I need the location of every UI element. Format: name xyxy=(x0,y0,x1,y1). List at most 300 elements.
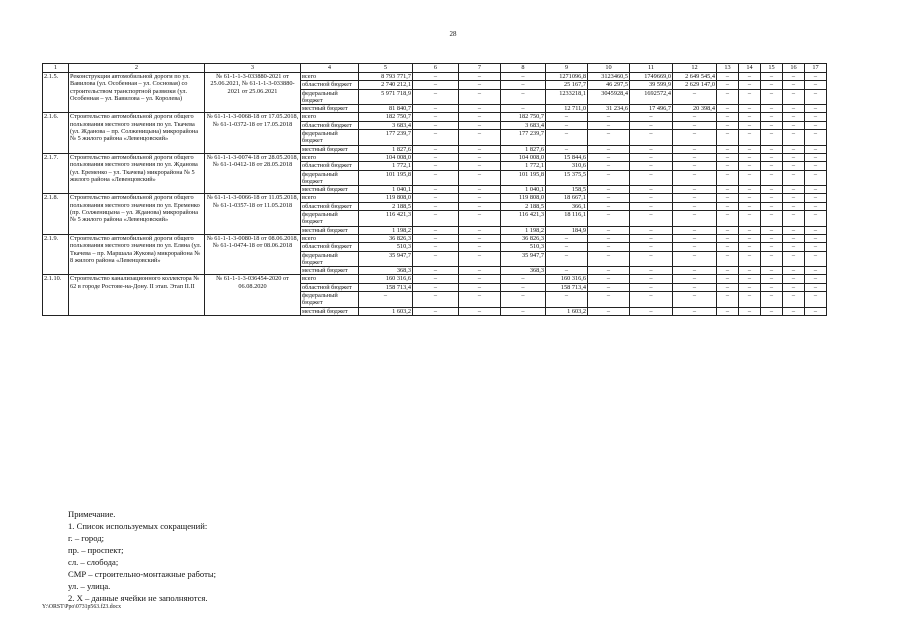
table-row xyxy=(43,234,827,242)
amount-cell: 368,3 xyxy=(359,267,413,275)
item-number: 2.1.6. xyxy=(43,113,69,153)
amount-cell: 1 603,2 xyxy=(546,307,588,315)
amount-cell: – xyxy=(717,283,739,291)
amount-cell: 1692572,4 xyxy=(630,89,673,105)
amount-cell: – xyxy=(501,275,546,283)
amount-cell: – xyxy=(761,243,783,251)
column-header: 4 xyxy=(301,64,359,73)
amount-cell: – xyxy=(459,73,501,81)
amount-cell: 15 375,5 xyxy=(546,170,588,186)
amount-cell: – xyxy=(459,202,501,210)
amount-cell: – xyxy=(805,292,827,308)
column-header: 5 xyxy=(359,64,413,73)
project-name: Строительство автомобильной дороги общего пользования местного значения по ул. Еременко (пр. Солженицына – ул. Жданова) микрорайона № 5 жилого района «Левенцовский» xyxy=(69,194,205,234)
amount-cell: – xyxy=(717,186,739,194)
column-header: 3 xyxy=(205,64,301,73)
amount-cell: 182 750,7 xyxy=(359,113,413,121)
amount-cell: – xyxy=(413,105,459,113)
amount-cell: – xyxy=(630,226,673,234)
amount-cell: – xyxy=(761,186,783,194)
amount-cell: – xyxy=(761,89,783,105)
column-header: 14 xyxy=(739,64,761,73)
amount-cell: – xyxy=(673,234,717,242)
amount-cell: 182 750,7 xyxy=(501,113,546,121)
column-header: 9 xyxy=(546,64,588,73)
amount-cell: – xyxy=(588,145,630,153)
project-name: Строительство автомобильной дороги общего пользования местного значения по ул. Ткачева (ул. Жданова – пр. Солженицына) микрорайона № 5 жилого района «Левенцовский» xyxy=(69,113,205,153)
funding-source: всего xyxy=(301,73,359,81)
amount-cell: – xyxy=(546,234,588,242)
amount-cell: 15 844,6 xyxy=(546,153,588,161)
amount-cell: – xyxy=(413,307,459,315)
amount-cell: – xyxy=(783,243,805,251)
amount-cell: – xyxy=(413,89,459,105)
amount-cell: – xyxy=(673,202,717,210)
amount-cell: – xyxy=(805,89,827,105)
amount-cell: – xyxy=(739,211,761,227)
column-header: 8 xyxy=(501,64,546,73)
page-number: 28 xyxy=(449,30,457,38)
budget-table xyxy=(42,63,827,316)
amount-cell: – xyxy=(459,251,501,267)
funding-source: всего xyxy=(301,153,359,161)
amount-cell: – xyxy=(459,105,501,113)
amount-cell: – xyxy=(739,307,761,315)
amount-cell: – xyxy=(717,275,739,283)
amount-cell: – xyxy=(783,202,805,210)
amount-cell: – xyxy=(783,186,805,194)
amount-cell: – xyxy=(413,145,459,153)
amount-cell: – xyxy=(588,267,630,275)
amount-cell: – xyxy=(761,194,783,202)
amount-cell: – xyxy=(546,113,588,121)
amount-cell: – xyxy=(546,251,588,267)
amount-cell: – xyxy=(501,292,546,308)
amount-cell: – xyxy=(739,73,761,81)
amount-cell: – xyxy=(673,292,717,308)
amount-cell: – xyxy=(783,130,805,146)
amount-cell: – xyxy=(630,145,673,153)
amount-cell: – xyxy=(717,113,739,121)
amount-cell: – xyxy=(673,307,717,315)
amount-cell: – xyxy=(630,130,673,146)
amount-cell: – xyxy=(739,267,761,275)
amount-cell: 35 947,7 xyxy=(359,251,413,267)
amount-cell: – xyxy=(413,130,459,146)
amount-cell: 5 971 718,9 xyxy=(359,89,413,105)
table-row xyxy=(43,275,827,283)
amount-cell: 1271096,8 xyxy=(546,73,588,81)
amount-cell: 1 198,2 xyxy=(501,226,546,234)
amount-cell: 1 772,1 xyxy=(501,162,546,170)
amount-cell: – xyxy=(805,121,827,129)
amount-cell: – xyxy=(673,113,717,121)
note-line: 1. Список используемых сокращений: xyxy=(68,521,208,531)
project-name: Строительство автомобильной дороги общего пользования местного значения по ул. Еляна (ул. Ткачева – пр. Маршала Жукова) микрорайона № 8 жилого района «Левенцовский» xyxy=(69,234,205,274)
amount-cell: – xyxy=(805,243,827,251)
amount-cell: – xyxy=(459,186,501,194)
table-row xyxy=(43,153,827,161)
amount-cell: – xyxy=(459,121,501,129)
amount-cell: – xyxy=(717,226,739,234)
amount-cell: – xyxy=(673,153,717,161)
amount-cell: – xyxy=(805,162,827,170)
funding-source: областной бюджет xyxy=(301,283,359,291)
amount-cell: – xyxy=(761,202,783,210)
amount-cell: 18 116,1 xyxy=(546,211,588,227)
amount-cell: 116 421,3 xyxy=(359,211,413,227)
amount-cell: – xyxy=(588,202,630,210)
notes-section xyxy=(68,508,216,604)
amount-cell: 39 599,9 xyxy=(630,81,673,89)
amount-cell: 101 195,8 xyxy=(359,170,413,186)
funding-source: федеральный бюджет xyxy=(301,211,359,227)
amount-cell: – xyxy=(588,153,630,161)
amount-cell: 31 234,6 xyxy=(588,105,630,113)
amount-cell: – xyxy=(673,275,717,283)
amount-cell: 160 316,6 xyxy=(359,275,413,283)
column-header: 17 xyxy=(805,64,827,73)
amount-cell: – xyxy=(413,267,459,275)
amount-cell: – xyxy=(739,89,761,105)
note-line: ул. – улица. xyxy=(68,581,111,591)
amount-cell: – xyxy=(805,81,827,89)
note-line: 2. Х – данные ячейки не заполняются. xyxy=(68,593,208,603)
file-path-footer: Y:\ORST\Ppo\0731p563.f23.docx xyxy=(42,604,122,610)
funding-source: местный бюджет xyxy=(301,307,359,315)
amount-cell: – xyxy=(588,194,630,202)
project-name: Строительство канализационного коллектора № 62 в городе Ростове-на-Дону. II этап. Этап II.II xyxy=(69,275,205,315)
expertise-document: № 61-1-1-3-0074-18 от 28.05.2018, № 61-1-0412-18 от 28.05.2018 xyxy=(205,153,301,193)
funding-source: федеральный бюджет xyxy=(301,170,359,186)
amount-cell: – xyxy=(783,307,805,315)
amount-cell: 3123460,5 xyxy=(588,73,630,81)
column-header: 7 xyxy=(459,64,501,73)
amount-cell: – xyxy=(761,226,783,234)
amount-cell: – xyxy=(630,186,673,194)
item-number: 2.1.7. xyxy=(43,153,69,193)
amount-cell: 8 793 771,7 xyxy=(359,73,413,81)
amount-cell: – xyxy=(588,170,630,186)
funding-source: всего xyxy=(301,194,359,202)
amount-cell: 12 711,0 xyxy=(546,105,588,113)
amount-cell: – xyxy=(717,307,739,315)
amount-cell: 2 188,5 xyxy=(359,202,413,210)
amount-cell: – xyxy=(783,162,805,170)
amount-cell: – xyxy=(459,267,501,275)
amount-cell: – xyxy=(805,153,827,161)
amount-cell: – xyxy=(783,267,805,275)
amount-cell: – xyxy=(630,113,673,121)
amount-cell: – xyxy=(717,73,739,81)
funding-source: всего xyxy=(301,113,359,121)
expertise-document: № 61-1-1-3-0068-18 от 17.05.2018, № 61-1-0372-18 от 17.05.2018 xyxy=(205,113,301,153)
amount-cell: 1 040,1 xyxy=(501,186,546,194)
amount-cell: – xyxy=(630,243,673,251)
amount-cell: 119 808,0 xyxy=(501,194,546,202)
amount-cell: – xyxy=(783,73,805,81)
amount-cell: – xyxy=(739,121,761,129)
item-number: 2.1.5. xyxy=(43,73,69,113)
amount-cell: – xyxy=(413,162,459,170)
amount-cell: – xyxy=(588,234,630,242)
amount-cell: – xyxy=(673,243,717,251)
column-header: 2 xyxy=(69,64,205,73)
expertise-document: № 61-1-1-3-033880-2021 от 25.06.2021, № 61-1-1-3-033880-2021 от 25.06.2021 xyxy=(205,73,301,113)
amount-cell: – xyxy=(630,170,673,186)
amount-cell: – xyxy=(459,89,501,105)
amount-cell: – xyxy=(413,153,459,161)
amount-cell: – xyxy=(673,145,717,153)
amount-cell: – xyxy=(673,162,717,170)
amount-cell: – xyxy=(761,170,783,186)
amount-cell: – xyxy=(717,130,739,146)
item-number: 2.1.10. xyxy=(43,275,69,315)
amount-cell: – xyxy=(805,226,827,234)
amount-cell: 368,3 xyxy=(501,267,546,275)
amount-cell: – xyxy=(739,145,761,153)
amount-cell: – xyxy=(630,251,673,267)
amount-cell: – xyxy=(546,130,588,146)
amount-cell: – xyxy=(717,105,739,113)
table-row xyxy=(43,73,827,81)
table-body xyxy=(43,73,827,316)
amount-cell: 310,6 xyxy=(546,162,588,170)
amount-cell: – xyxy=(761,130,783,146)
amount-cell: – xyxy=(413,186,459,194)
amount-cell: – xyxy=(783,251,805,267)
amount-cell: – xyxy=(805,130,827,146)
amount-cell: – xyxy=(459,194,501,202)
amount-cell: – xyxy=(630,283,673,291)
amount-cell: – xyxy=(739,153,761,161)
amount-cell: 158 713,4 xyxy=(546,283,588,291)
amount-cell: – xyxy=(805,73,827,81)
expertise-document: № 61-1-1-3-036454-2020 от 06.08.2020 xyxy=(205,275,301,315)
table-row xyxy=(43,194,827,202)
amount-cell: – xyxy=(413,251,459,267)
amount-cell: – xyxy=(805,113,827,121)
amount-cell: – xyxy=(761,234,783,242)
amount-cell: 119 808,0 xyxy=(359,194,413,202)
project-name: Строительство автомобильной дороги общего пользования местного значения по ул. Жданова (ул. Еременко – ул. Ткачева) микрорайона № 5 жилого района «Левенцовский» xyxy=(69,153,205,193)
amount-cell: – xyxy=(783,121,805,129)
amount-cell: 1 198,2 xyxy=(359,226,413,234)
amount-cell: – xyxy=(739,81,761,89)
amount-cell: – xyxy=(630,307,673,315)
amount-cell: – xyxy=(673,267,717,275)
amount-cell: – xyxy=(413,81,459,89)
amount-cell: – xyxy=(459,243,501,251)
column-header: 10 xyxy=(588,64,630,73)
amount-cell: – xyxy=(739,234,761,242)
amount-cell: 1 040,1 xyxy=(359,186,413,194)
amount-cell: – xyxy=(546,267,588,275)
amount-cell: 18 667,1 xyxy=(546,194,588,202)
amount-cell: – xyxy=(413,194,459,202)
funding-source: областной бюджет xyxy=(301,121,359,129)
funding-source: местный бюджет xyxy=(301,145,359,153)
item-number: 2.1.9. xyxy=(43,234,69,274)
amount-cell: – xyxy=(501,283,546,291)
amount-cell: – xyxy=(739,243,761,251)
amount-cell: – xyxy=(761,211,783,227)
amount-cell: – xyxy=(739,283,761,291)
amount-cell: – xyxy=(630,194,673,202)
note-line: пр. – проспект; xyxy=(68,545,124,555)
amount-cell: – xyxy=(459,145,501,153)
amount-cell: – xyxy=(588,226,630,234)
amount-cell: – xyxy=(783,234,805,242)
column-header: 16 xyxy=(783,64,805,73)
funding-source: местный бюджет xyxy=(301,186,359,194)
amount-cell: – xyxy=(459,170,501,186)
funding-source: всего xyxy=(301,234,359,242)
amount-cell: – xyxy=(717,251,739,267)
amount-cell: – xyxy=(630,267,673,275)
amount-cell: 510,3 xyxy=(501,243,546,251)
amount-cell: 177 239,7 xyxy=(501,130,546,146)
amount-cell: – xyxy=(717,145,739,153)
amount-cell: – xyxy=(459,130,501,146)
amount-cell: – xyxy=(459,113,501,121)
amount-cell: – xyxy=(673,130,717,146)
amount-cell: – xyxy=(501,307,546,315)
amount-cell: 184,9 xyxy=(546,226,588,234)
amount-cell: – xyxy=(761,275,783,283)
amount-cell: – xyxy=(739,226,761,234)
amount-cell: – xyxy=(673,226,717,234)
amount-cell: – xyxy=(783,275,805,283)
amount-cell: 1 603,2 xyxy=(359,307,413,315)
amount-cell: 3045928,4 xyxy=(588,89,630,105)
amount-cell: 2 188,5 xyxy=(501,202,546,210)
amount-cell: – xyxy=(783,292,805,308)
amount-cell: – xyxy=(717,243,739,251)
amount-cell: – xyxy=(717,267,739,275)
amount-cell: 2 740 212,1 xyxy=(359,81,413,89)
funding-source: областной бюджет xyxy=(301,243,359,251)
amount-cell: – xyxy=(413,243,459,251)
item-number: 2.1.8. xyxy=(43,194,69,234)
amount-cell: – xyxy=(546,292,588,308)
amount-cell: – xyxy=(739,275,761,283)
amount-cell: 158,5 xyxy=(546,186,588,194)
amount-cell: – xyxy=(501,89,546,105)
amount-cell: – xyxy=(783,153,805,161)
amount-cell: – xyxy=(459,292,501,308)
funding-source: областной бюджет xyxy=(301,81,359,89)
amount-cell: 36 826,3 xyxy=(501,234,546,242)
amount-cell: – xyxy=(739,162,761,170)
amount-cell: – xyxy=(413,283,459,291)
amount-cell: – xyxy=(739,113,761,121)
note-line: сл. – слобода; xyxy=(68,557,119,567)
amount-cell: – xyxy=(805,275,827,283)
amount-cell: – xyxy=(630,153,673,161)
amount-cell: 1749669,0 xyxy=(630,73,673,81)
amount-cell: 20 398,4 xyxy=(673,105,717,113)
amount-cell: – xyxy=(717,194,739,202)
funding-source: федеральный бюджет xyxy=(301,292,359,308)
amount-cell: – xyxy=(717,153,739,161)
funding-source: областной бюджет xyxy=(301,202,359,210)
amount-cell: – xyxy=(739,105,761,113)
expertise-document: № 61-1-1-3-0066-18 от 11.05.2018, № 61-1-0357-18 от 11.05.2018 xyxy=(205,194,301,234)
amount-cell: – xyxy=(739,292,761,308)
amount-cell: – xyxy=(588,243,630,251)
amount-cell: – xyxy=(717,292,739,308)
amount-cell: – xyxy=(717,162,739,170)
amount-cell: – xyxy=(413,202,459,210)
amount-cell: 3 683,4 xyxy=(359,121,413,129)
note-line: СМР – строительно-монтажные работы; xyxy=(68,569,217,579)
amount-cell: – xyxy=(739,251,761,267)
amount-cell: 35 947,7 xyxy=(501,251,546,267)
amount-cell: – xyxy=(783,81,805,89)
funding-source: местный бюджет xyxy=(301,105,359,113)
amount-cell: – xyxy=(717,202,739,210)
amount-cell: – xyxy=(739,202,761,210)
amount-cell: – xyxy=(459,81,501,89)
amount-cell: 1 827,6 xyxy=(501,145,546,153)
amount-cell: – xyxy=(588,121,630,129)
amount-cell: – xyxy=(673,283,717,291)
amount-cell: – xyxy=(546,243,588,251)
amount-cell: – xyxy=(588,186,630,194)
amount-cell: – xyxy=(588,275,630,283)
amount-cell: – xyxy=(761,73,783,81)
column-header: 13 xyxy=(717,64,739,73)
amount-cell: – xyxy=(783,113,805,121)
amount-cell: – xyxy=(459,211,501,227)
project-name: Реконструкция автомобильной дороги по ул. Вавилова (ул. Особенная – ул. Сосновая) со строительством транспортной развязки (ул. Особенная – ул. Вавилова – ул. Королева) xyxy=(69,73,205,113)
amount-cell: 2 629 147,0 xyxy=(673,81,717,89)
amount-cell: – xyxy=(783,89,805,105)
amount-cell: – xyxy=(630,162,673,170)
amount-cell: – xyxy=(459,275,501,283)
amount-cell: – xyxy=(783,211,805,227)
amount-cell: – xyxy=(761,81,783,89)
header-row xyxy=(43,64,827,73)
funding-source: всего xyxy=(301,275,359,283)
amount-cell: – xyxy=(501,81,546,89)
funding-source: местный бюджет xyxy=(301,267,359,275)
amount-cell: – xyxy=(588,130,630,146)
amount-cell: – xyxy=(783,105,805,113)
amount-cell: 81 840,7 xyxy=(359,105,413,113)
amount-cell: – xyxy=(761,307,783,315)
amount-cell: – xyxy=(413,73,459,81)
amount-cell: – xyxy=(761,105,783,113)
expertise-document: № 61-1-1-3-0080-18 от 08.06.2018, № 61-1-0474-18 от 08.06.2018 xyxy=(205,234,301,274)
amount-cell: – xyxy=(739,130,761,146)
amount-cell: – xyxy=(413,275,459,283)
amount-cell: – xyxy=(761,153,783,161)
amount-cell: – xyxy=(630,292,673,308)
amount-cell: – xyxy=(717,89,739,105)
amount-cell: – xyxy=(673,121,717,129)
amount-cell: 25 167,7 xyxy=(546,81,588,89)
amount-cell: 510,3 xyxy=(359,243,413,251)
amount-cell: – xyxy=(805,251,827,267)
amount-cell: – xyxy=(413,211,459,227)
amount-cell: – xyxy=(783,194,805,202)
amount-cell: 104 008,0 xyxy=(501,153,546,161)
amount-cell: – xyxy=(630,202,673,210)
amount-cell: – xyxy=(459,283,501,291)
amount-cell: – xyxy=(805,267,827,275)
